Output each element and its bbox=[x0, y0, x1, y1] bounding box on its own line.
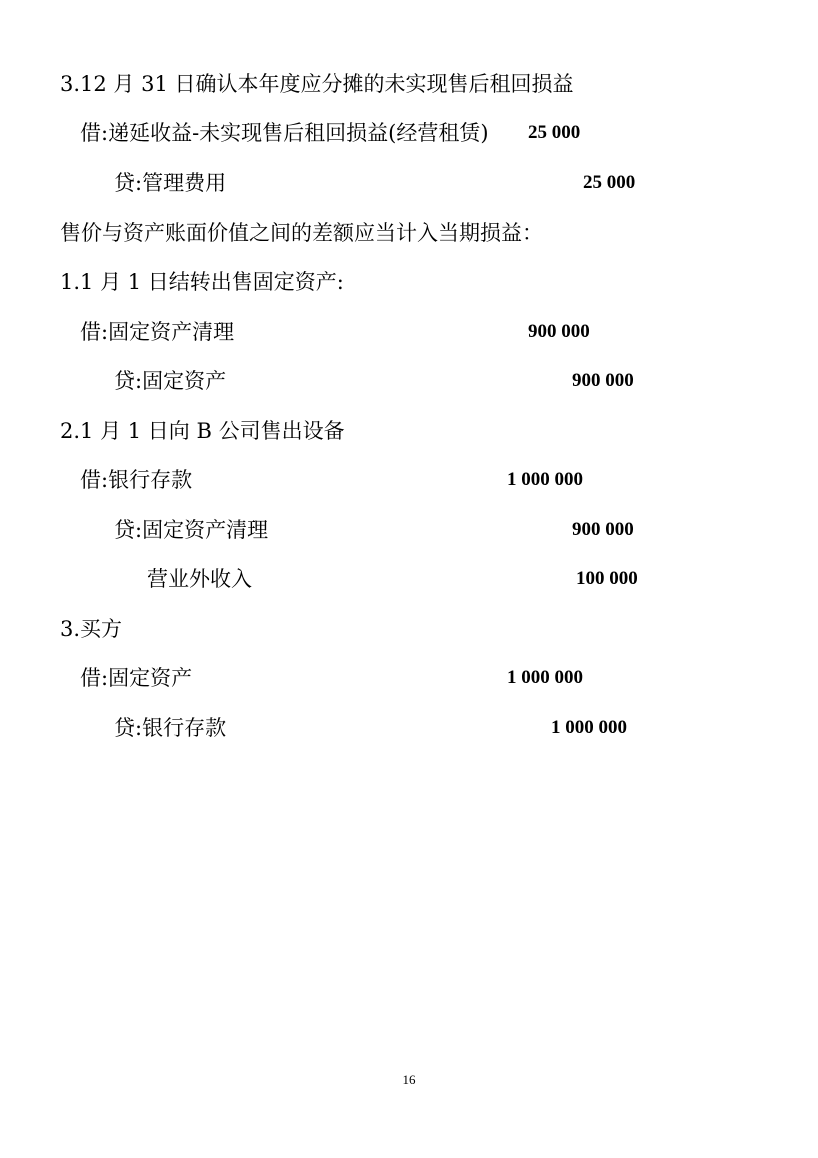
credit-amount: 900 000 bbox=[572, 370, 634, 391]
credit-amount: 900 000 bbox=[572, 519, 634, 540]
paragraph-note: 售价与资产账面价值之间的差额应当计入当期损益： bbox=[60, 221, 543, 245]
debit-amount: 25 000 bbox=[528, 122, 581, 143]
debit-line: 借:固定资产 bbox=[80, 666, 193, 690]
credit-amount: 25 000 bbox=[583, 172, 636, 193]
heading-3-buyer: 3.买方 bbox=[60, 617, 123, 641]
debit-amount: 1 000 000 bbox=[507, 469, 583, 490]
debit-amount: 900 000 bbox=[528, 321, 590, 342]
credit-line: 贷:固定资产 bbox=[114, 369, 227, 393]
heading-3-12: 3.12 月 31 日确认本年度应分摊的未实现售后租回损益 bbox=[60, 72, 574, 96]
page-number: 16 bbox=[402, 1072, 416, 1087]
debit-line: 借:递延收益-未实现售后租回损益(经营租赁) bbox=[80, 121, 489, 145]
heading-1-1: 1.1 月 1 日结转出售固定资产: bbox=[60, 270, 344, 294]
debit-line: 借:银行存款 bbox=[80, 468, 193, 492]
credit-line: 贷:银行存款 bbox=[114, 716, 227, 740]
debit-amount: 1 000 000 bbox=[507, 667, 583, 688]
credit-line: 贷:固定资产清理 bbox=[114, 518, 269, 542]
credit-line: 贷:管理费用 bbox=[114, 171, 227, 195]
debit-line: 借:固定资产清理 bbox=[80, 320, 235, 344]
credit-line-2: 营业外收入 bbox=[147, 567, 252, 591]
heading-2-1: 2.1 月 1 日向 B 公司售出设备 bbox=[60, 419, 345, 443]
credit-amount: 1 000 000 bbox=[551, 717, 627, 738]
credit-amount-2: 100 000 bbox=[576, 568, 638, 589]
